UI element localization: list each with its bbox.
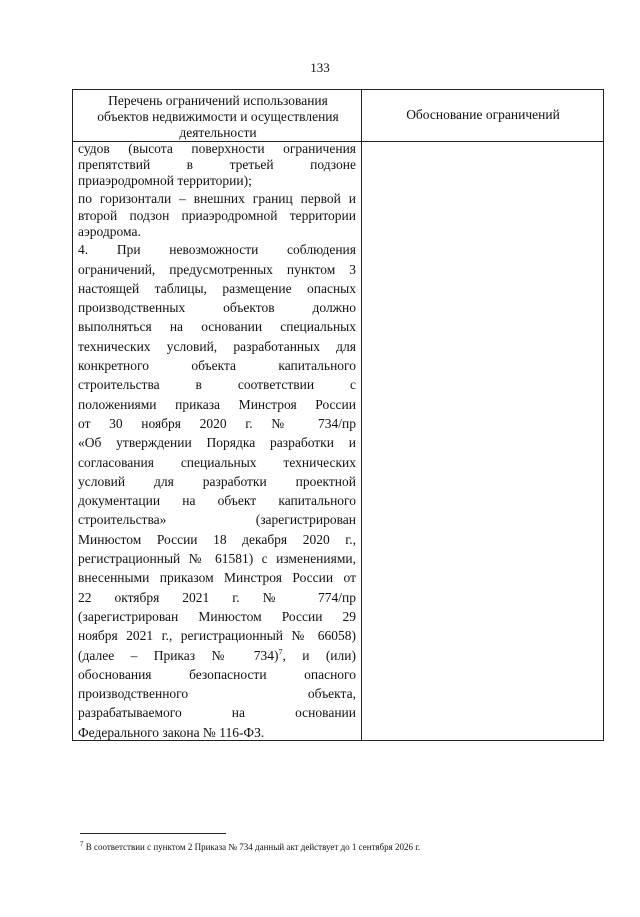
- header-restrictions-list: Перечень ограничений использования объектов недвижимости и осуществления деятельности: [97, 93, 339, 140]
- restrictions-table: [72, 89, 604, 741]
- text-line: от 30 ноября 2020 г. № 734/пр: [78, 415, 356, 431]
- text-line: по горизонтали – внешних границ первой и: [78, 191, 356, 206]
- text-line: разрабатываемого на основании: [78, 705, 356, 721]
- footnote-marker: 7: [278, 647, 283, 657]
- footnote: [80, 842, 420, 852]
- text-line: условий для разработки проектной: [78, 473, 356, 489]
- text-line: ограничений, предусмотренных пунктом 3: [78, 261, 356, 277]
- text-line: производственных объектов должно: [78, 300, 356, 316]
- footnote-number: 7: [80, 840, 84, 848]
- text-line: препятствий в третьей подзоне: [78, 157, 356, 172]
- text-line-with-footnote: [78, 646, 356, 665]
- text-line: строительства» (зарегистрирован: [78, 512, 356, 528]
- text-line: обоснования безопасности опасного: [78, 666, 356, 682]
- text-line: (зарегистрирован Минюстом России 29: [78, 608, 356, 624]
- text-line: «Об утверждении Порядка разработки и: [78, 435, 356, 451]
- footnote-text: В соответствии с пунктом 2 Приказа № 734 данный акт действует до 1 сентября 2026 г.: [85, 842, 421, 852]
- text-fragment: (далее – Приказ № 734): [78, 647, 279, 663]
- text-line: судов (высота поверхности ограничения: [78, 141, 356, 156]
- text-line: 4. При невозможности соблюдения: [78, 242, 356, 258]
- text-fragment: , и (или): [282, 647, 356, 663]
- column-divider: [361, 90, 362, 740]
- restrictions-text: [78, 141, 356, 742]
- footnote-divider: [80, 833, 226, 834]
- text-line: регистрационный № 61581) с изменениями,: [78, 551, 356, 567]
- text-line: настоящей таблицы, размещение опасных: [78, 280, 356, 296]
- text-line: Федерального закона № 116-ФЗ.: [78, 724, 265, 740]
- page-number: 133: [310, 60, 330, 75]
- text-line: выполняться на основании специальных: [78, 319, 356, 335]
- text-line: аэродрома.: [78, 224, 141, 240]
- text-line: строительства в соответствии с: [78, 377, 356, 393]
- text-line: приаэродромной территории);: [78, 173, 252, 188]
- text-line: внесенными приказом Минстроя России от: [78, 570, 356, 586]
- text-line: 22 октября 2021 г. № 774/пр: [78, 589, 356, 605]
- text-line: второй подзон приаэродромной территории: [78, 208, 356, 224]
- text-line: производственного объекта,: [78, 686, 356, 702]
- text-line: положениями приказа Минстроя России: [78, 396, 356, 412]
- text-line: ноября 2021 г., регистрационный № 66058): [78, 628, 356, 644]
- text-line: конкретного объекта капитального: [78, 358, 356, 374]
- text-line: Минюстом России 18 декабря 2020 г.,: [78, 531, 356, 547]
- header-justification: Обоснование ограничений: [406, 107, 560, 122]
- text-line: технических условий, разработанных для: [78, 338, 356, 354]
- text-line: документации на объект капитального: [78, 493, 356, 509]
- text-line: согласования специальных технических: [78, 454, 356, 470]
